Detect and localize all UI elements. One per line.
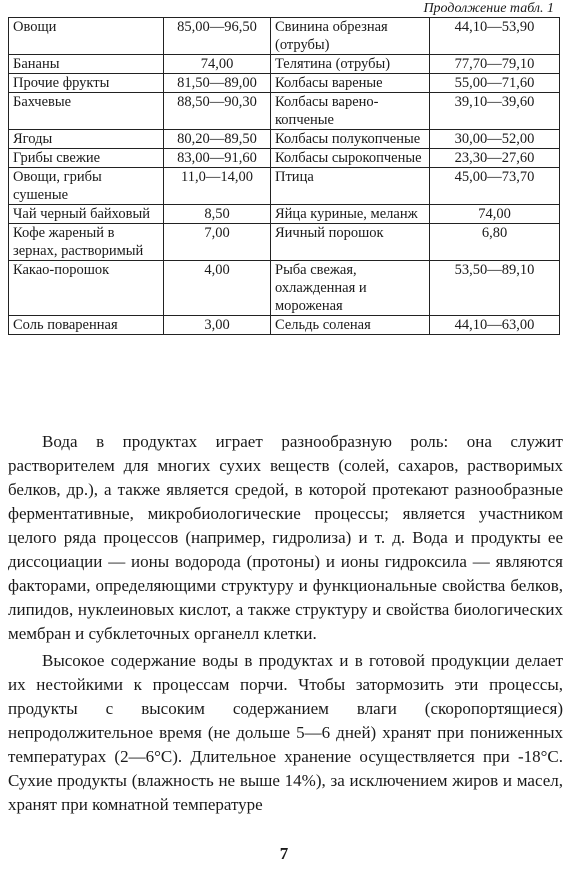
moisture-table-body (9, 18, 560, 335)
product-cell: Яичный порошок (271, 224, 430, 261)
table-row (9, 224, 560, 261)
product-cell: Какао-порошок (9, 261, 164, 316)
moisture-value-cell: 74,00 (164, 55, 271, 74)
product-cell: Бахчевые (9, 93, 164, 130)
moisture-value-cell: 88,50—90,30 (164, 93, 271, 130)
product-cell: Грибы свежие (9, 149, 164, 168)
moisture-value-cell: 45,00—73,70 (430, 168, 560, 205)
product-cell: Сельдь соленая (271, 316, 430, 335)
moisture-table (8, 17, 560, 335)
moisture-value-cell: 11,0—14,00 (164, 168, 271, 205)
table-row (9, 93, 560, 130)
table-row (9, 205, 560, 224)
product-cell: Кофе жареный в зернах, растворимый (9, 224, 164, 261)
product-cell: Свинина обрезная (отрубы) (271, 18, 430, 55)
moisture-value-cell: 3,00 (164, 316, 271, 335)
body-text (8, 430, 563, 817)
product-cell: Бананы (9, 55, 164, 74)
product-cell: Рыба свежая, охлажденная и мороженая (271, 261, 430, 316)
table-row (9, 55, 560, 74)
moisture-value-cell: 74,00 (430, 205, 560, 224)
product-cell: Яйца куриные, меланж (271, 205, 430, 224)
table-row (9, 149, 560, 168)
paragraph: Вода в продуктах играет разнообразную роль: она служит растворителем для многих сухих веществ (солей, сахаров, растворимых белков, др.), а также является средой, в которой протекают разнообразные ферментативные, микробиологические процессы; является участником целого ряда процессов (например, гидролиза) и т. д. Вода и продукты ее диссоциации — ионы водорода (протоны) и ионы гидроксила — являются факторами, определяющими структуру и функциональные свойства белков, липидов, нуклеиновых кислот, а также структуру и свойства биологических мембран и субклеточных органелл клетки. (8, 432, 563, 643)
product-cell: Телятина (отрубы) (271, 55, 430, 74)
table-row (9, 130, 560, 149)
product-cell: Колбасы полукопченые (271, 130, 430, 149)
product-cell: Овощи (9, 18, 164, 55)
moisture-value-cell: 81,50—89,00 (164, 74, 271, 93)
moisture-value-cell: 44,10—63,00 (430, 316, 560, 335)
table-row (9, 316, 560, 335)
product-cell: Чай черный байховый (9, 205, 164, 224)
moisture-value-cell: 53,50—89,10 (430, 261, 560, 316)
paragraph: Высокое содержание воды в продуктах и в готовой продукции делает их нестойкими к процессам порчи. Чтобы затормозить эти процессы, продукты с высоким содержанием влаги (скоропортящиеся) непродолжительное время (не дольше 5—6 дней) хранят при пониженных температурах (2—6°С). Длительное хранение осуществляется при -18°С. Сухие продукты (влажность не выше 14%), за исключением жиров и масел, хранят при комнатной температуре (8, 651, 563, 814)
moisture-value-cell: 4,00 (164, 261, 271, 316)
product-cell: Ягоды (9, 130, 164, 149)
page-number: 7 (279, 844, 289, 863)
product-cell: Колбасы вареные (271, 74, 430, 93)
moisture-value-cell: 7,00 (164, 224, 271, 261)
table-row (9, 74, 560, 93)
table-row (9, 261, 560, 316)
moisture-value-cell: 30,00—52,00 (430, 130, 560, 149)
product-cell: Колбасы варено-копченые (271, 93, 430, 130)
moisture-value-cell: 6,80 (430, 224, 560, 261)
moisture-value-cell: 55,00—71,60 (430, 74, 560, 93)
moisture-value-cell: 83,00—91,60 (164, 149, 271, 168)
moisture-value-cell: 39,10—39,60 (430, 93, 560, 130)
product-cell: Прочие фрукты (9, 74, 164, 93)
product-cell: Овощи, грибы сушеные (9, 168, 164, 205)
moisture-value-cell: 8,50 (164, 205, 271, 224)
moisture-value-cell: 23,30—27,60 (430, 149, 560, 168)
table-row (9, 168, 560, 205)
moisture-value-cell: 85,00—96,50 (164, 18, 271, 55)
moisture-value-cell: 44,10—53,90 (430, 18, 560, 55)
table-row (9, 18, 560, 55)
product-cell: Соль поваренная (9, 316, 164, 335)
moisture-value-cell: 77,70—79,10 (430, 55, 560, 74)
moisture-value-cell: 80,20—89,50 (164, 130, 271, 149)
table-caption: Продолжение табл. 1 (423, 1, 554, 16)
product-cell: Колбасы сырокопченые (271, 149, 430, 168)
product-cell: Птица (271, 168, 430, 205)
